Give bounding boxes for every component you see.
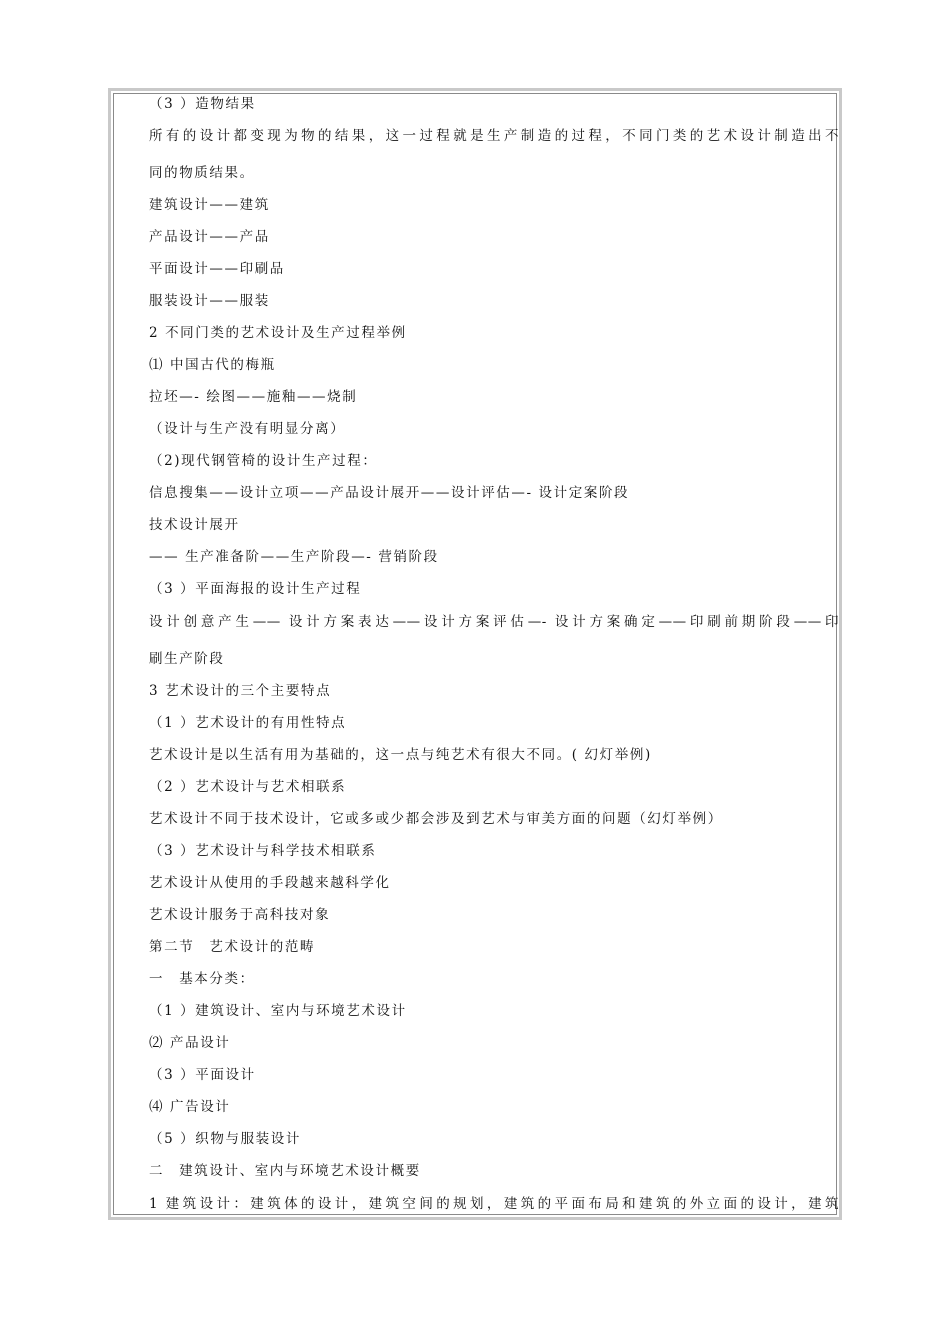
section-heading: 二 建筑设计、室内与环境艺术设计概要 — [149, 1163, 421, 1179]
list-item: 建筑设计——建筑 — [149, 197, 270, 213]
subheading: （1 ）艺术设计的有用性特点 — [149, 715, 347, 731]
list-item: ⑵ 产品设计 — [149, 1035, 231, 1051]
process-line: 刷生产阶段 — [149, 651, 225, 667]
process-line: 拉坯—- 绘图——施釉——烧制 — [149, 389, 358, 405]
subheading: （2)现代钢管椅的设计生产过程： — [149, 453, 378, 469]
paragraph-line: 艺术设计不同于技术设计，它或多或少都会涉及到艺术与审美方面的问题（幻灯举例） — [149, 811, 723, 827]
process-line: 技术设计展开 — [149, 517, 240, 533]
subheading: （3 ）平面海报的设计生产过程 — [149, 581, 362, 597]
paragraph-line: 1 建筑设计：建筑体的设计，建筑空间的规划，建筑的平面布局和建筑的外立面的设计，建筑 — [149, 1196, 839, 1212]
subheading: （2 ）艺术设计与艺术相联系 — [149, 779, 347, 795]
subheading: （3 ）艺术设计与科学技术相联系 — [149, 843, 377, 859]
paragraph-line: 同的物质结果。 — [149, 165, 255, 181]
subheading: ⑴ 中国古代的梅瓶 — [149, 357, 276, 373]
list-item: 平面设计——印刷品 — [149, 261, 285, 277]
paragraph-line: 所有的设计都变现为物的结果，这一过程就是生产制造的过程，不同门类的艺术设计制造出不 — [149, 128, 839, 144]
subheading-result: （3 ）造物结果 — [149, 96, 256, 112]
paragraph-line: 艺术设计从使用的手段越来越科学化 — [149, 875, 391, 891]
process-line: 设计创意产生—— 设计方案表达——设计方案评估—- 设计方案确定——印刷前期阶段——印 — [149, 614, 839, 630]
process-line: 信息搜集——设计立项——产品设计展开——设计评估—- 设计定案阶段 — [149, 485, 630, 501]
list-item: （5 ）织物与服装设计 — [149, 1131, 301, 1147]
list-item: 服装设计——服装 — [149, 293, 270, 309]
section-heading: 2 不同门类的艺术设计及生产过程举例 — [149, 325, 407, 341]
chapter-section-title: 第二节 艺术设计的范畴 — [149, 939, 316, 955]
list-item: ⑷ 广告设计 — [149, 1099, 231, 1115]
note-line: （设计与生产没有明显分离） — [149, 421, 346, 437]
list-item: （1 ）建筑设计、室内与环境艺术设计 — [149, 1003, 407, 1019]
list-item: （3 ）平面设计 — [149, 1067, 256, 1083]
paragraph-line: 艺术设计是以生活有用为基础的，这一点与纯艺术有很大不同。( 幻灯举例) — [149, 747, 652, 763]
section-heading: 3 艺术设计的三个主要特点 — [149, 683, 332, 699]
process-line: —— 生产准备阶——生产阶段—- 营销阶段 — [149, 549, 439, 565]
paragraph-line: 艺术设计服务于高科技对象 — [149, 907, 331, 923]
list-item: 产品设计——产品 — [149, 229, 270, 245]
section-heading: 一 基本分类： — [149, 971, 255, 987]
